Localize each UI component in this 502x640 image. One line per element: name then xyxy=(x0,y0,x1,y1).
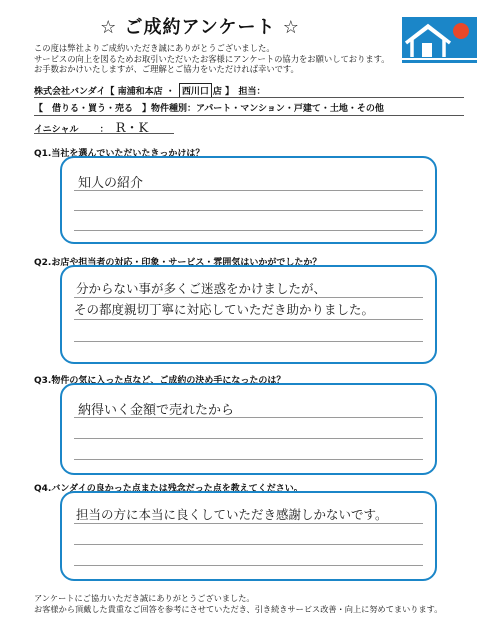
ruled-line xyxy=(74,565,423,566)
ruled-line xyxy=(74,523,423,524)
answer-text: 納得いく金額で売れたから xyxy=(78,403,235,418)
footer-line: アンケートにご協力いただき誠にありがとうございました。 xyxy=(34,593,255,603)
divider xyxy=(34,115,464,116)
answer-box-1[interactable] xyxy=(60,156,437,244)
divider xyxy=(34,133,174,134)
question-1: Q1.当社を選んでいただいたきっかけは？ xyxy=(34,149,205,159)
ruled-line xyxy=(74,319,423,320)
house-sun-icon xyxy=(402,17,477,63)
ruled-line xyxy=(74,230,423,231)
answer-text: 知人の紹介 xyxy=(78,176,144,191)
ruled-line xyxy=(74,297,423,298)
branch-selected xyxy=(179,83,212,98)
ruled-line xyxy=(74,341,423,342)
footer-line: お客様から頂戴した貴重なご回答を参考にさせていただき、引き続きサービス改善・向上に努めてまいります。 xyxy=(34,603,443,614)
intro-line: この度は弊社よりご成約いただき誠にありがとうございました。 xyxy=(34,43,275,53)
intro-text xyxy=(34,43,402,75)
answer-text: 担当の方に本当に良くしていただき感謝しかないです。 xyxy=(76,507,388,522)
footer-text xyxy=(34,593,442,614)
question-4: Q4.バンダイの良かった点または残念だった点を教えてください。 xyxy=(34,484,303,494)
divider xyxy=(34,97,464,98)
answer-text: 分からない事が多くご迷惑をかけましたが、 xyxy=(76,281,327,296)
initial-label: イニシャル xyxy=(34,125,79,135)
branch-suffix: 店 xyxy=(212,87,222,97)
ruled-line xyxy=(74,210,423,211)
initial-colon: ： xyxy=(99,125,109,135)
service-row xyxy=(34,101,384,114)
answer-box-2[interactable] xyxy=(60,265,437,364)
intro-line: お手数おかけいたしますが、ご理解とご協力をいただければ幸いです。 xyxy=(34,64,299,75)
answer-box-3[interactable] xyxy=(60,383,437,475)
branch-name: 西川口 xyxy=(181,87,209,97)
ruled-line xyxy=(74,438,423,439)
answer-box-4[interactable] xyxy=(60,491,437,581)
question-2: Q2.お店や担当者の対応・印象・サービス・雰囲気はいかがでしたか？ xyxy=(34,258,322,268)
staff-label: 】 担当： xyxy=(225,87,266,97)
company-row xyxy=(34,83,266,98)
intro-line: サービスの向上を図るためお取引いただいたお客様にアンケートの協力をお願いしております。 xyxy=(34,53,390,64)
company-prefix: 株式会社バンダイ【 南浦和本店 ・ xyxy=(34,87,175,97)
initial-value[interactable]: R・K xyxy=(115,121,149,136)
service-type: 【 借りる・買う・売る 】物件種別：アパート・マンション・戸建て・土地・その他 xyxy=(34,104,384,114)
page-title: ☆ ご成約アンケート ☆ xyxy=(100,17,300,38)
ruled-line xyxy=(74,544,423,545)
question-3: Q3.物件の気に入った点など、ご成約の決め手になったのは？ xyxy=(34,376,286,386)
ruled-line xyxy=(74,459,423,460)
answer-text: その都度親切丁寧に対応していただき助かりました。 xyxy=(74,302,375,317)
